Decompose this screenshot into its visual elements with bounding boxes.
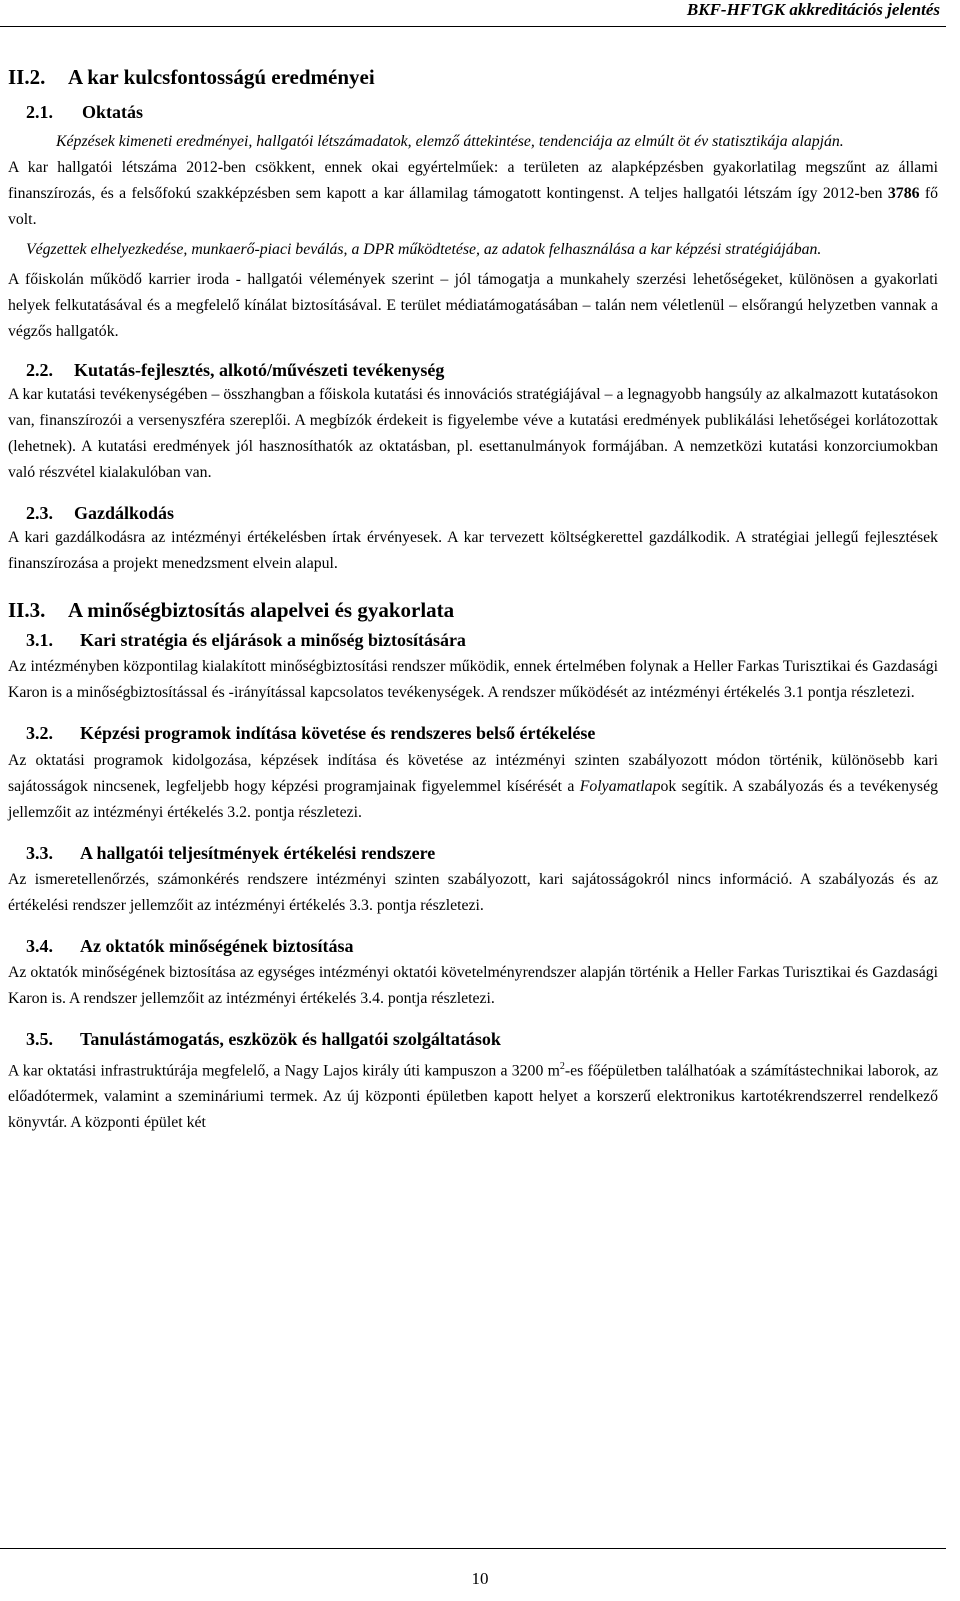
paragraph — [8, 1054, 938, 1136]
paragraph-text: Az oktatási programok kidolgozása, képzések indítása és követése az intézményi szinten szabályozott módon történik, különösebb kari sajátosságok nincsenek, legfeljebb hogy képzési programjainak figyelemmel kísérését a — [8, 751, 938, 795]
paragraph-text: -es főépületben találhatóak a számítástechnikai laborok, az előadótermek, valamint a szemináriumi termek. Az új központi épületben kapott helyet a korszerű elektronikus kartotékrendszerrel rendelkező könyvtár. A központi épület két — [8, 1061, 938, 1131]
subsection-heading-3-4 — [8, 935, 938, 958]
subsection-title: Kutatás-fejlesztés, alkotó/művészeti tevékenység — [74, 359, 445, 380]
paragraph — [8, 748, 938, 826]
paragraph-text: A kar oktatási infrastruktúrája megfelelő, a Nagy Lajos király úti kampuszon a 3200 m — [8, 1061, 560, 1079]
section-title: A minőségbiztosítás alapelvei és gyakorlata — [68, 598, 455, 623]
paragraph-text: ok segítik. A szabályozás és a tevékenység jellemzőit az intézményi értékelés 3.2. pontja részletezi. — [8, 777, 938, 821]
paragraph: Az intézményben központilag kialakított minőségbiztosítási rendszer működik, ennek értelmében folynak a Heller Farkas Turisztikai és Gazdasági Karon is a minőségbiztosítással és -irányítással kapcsolatos tevékenységek. A rendszer működését az intézményi értékelés 3.1 pontja részletezi. — [8, 658, 938, 702]
header-divider — [0, 26, 946, 27]
subsection-title: Oktatás — [82, 102, 144, 123]
subsection-heading-3-2 — [8, 722, 938, 745]
section-number: II.2. — [8, 65, 46, 89]
paragraph: Az ismeretellenőrzés, számonkérés rendszere intézményi szinten szabályozott, kari sajátosságokról nincs információ. A szabályozás és az értékelési rendszer jellemzőit az intézményi értékelés 3.3. pontja részletezi. — [8, 870, 938, 914]
paragraph: A kari gazdálkodásra az intézményi értékelésben írtak érvényesek. A kar tervezett költségkerettel gazdálkodik. A stratégiai jellegű fejlesztések finanszírozása a projekt menedzsment elvein alapul. — [8, 529, 938, 573]
page-number: 10 — [471, 1569, 489, 1588]
running-header: BKF-HFTGK akkreditációs jelentés — [686, 0, 940, 19]
superscript: 2 — [559, 1060, 565, 1072]
footer-divider — [0, 1548, 946, 1549]
paragraph: A kar kutatási tevékenységében – összhangban a főiskola kutatási és innovációs stratégiájával – a legnagyobb hangsúly az alkalmazott kutatásokon van, finanszírozói a versenyszféra szereplői. A megbízók érdekeit is figyelembe véve a kutatási eredmények publikálási lehetőségei korlátozottak (lehetnek). A kutatási eredmények jól hasznosíthatók az oktatásban, pl. esettanulmányok formájában. A nemzetközi kutatási konzorciumokban való részvétel kialakulóban van. — [8, 386, 938, 482]
subsection-title: Képzési programok indítása követése és rendszeres belső értékelése — [80, 723, 596, 744]
subsection-title: A hallgatói teljesítmények értékelési rendszere — [80, 842, 436, 863]
subsection-number: 2.1. — [26, 102, 53, 123]
page-content — [8, 64, 938, 1136]
section-heading-ii3 — [8, 597, 938, 624]
subsection-heading-3-1 — [8, 629, 938, 652]
subsection-number: 2.3. — [26, 503, 53, 524]
subsection-number: 3.3. — [26, 842, 53, 863]
subsection-title: Az oktatók minőségének biztosítása — [80, 935, 354, 956]
subsection-lead: Végzettek elhelyezkedése, munkaerő-piaci beválás, a DPR működtetése, az adatok felhasználása a kar képzési stratégiájában. — [26, 240, 822, 258]
paragraph — [8, 155, 938, 233]
subsection-heading-2-2 — [8, 359, 938, 382]
paragraph-italic: Folyamatlap — [579, 777, 661, 795]
section-title: A kar kulcsfontosságú eredményei — [68, 65, 375, 89]
subsection-heading-2-1 — [8, 101, 938, 124]
subsection-lead: Képzések kimeneti eredményei, hallgatói létszámadatok, elemző áttekintése, tendenciája az elmúlt öt év statisztikája alapján. — [56, 132, 844, 150]
subsection-heading-3-5 — [8, 1028, 938, 1051]
student-count: 3786 — [887, 184, 920, 202]
subsection-number: 2.2. — [26, 359, 53, 380]
subsection-number: 3.4. — [26, 935, 53, 956]
subsection-title: Tanulástámogatás, eszközök és hallgatói szolgáltatások — [80, 1029, 501, 1050]
paragraph-text: A kar hallgatói létszáma 2012-ben csökkent, ennek okai egyértelműek: a területen az alapképzésben gyakorlatilag megszűnt az állami finanszírozás, és a felsőfokú szakképzésben sem kapott a kar államilag támogatott kontingenst. A teljes hallgatói létszám így 2012-ben — [8, 158, 938, 202]
subsection-heading-3-3 — [8, 842, 938, 865]
paragraph: A főiskolán működő karrier iroda - hallgatói vélemények szerint – jól támogatja a munkahely szerzési lehetőségeket, különösen a gyakorlati helyek felkutatásával és a megfelelő kínálat biztosításával. E terület médiatámogatásában – talán nem véletlenül – elsőrangú helyzetben vannak a végzős hallgatók. — [8, 270, 938, 340]
subsection-title: Gazdálkodás — [74, 503, 175, 524]
paragraph: Az oktatók minőségének biztosítása az egységes intézményi oktatói követelményrendszer alapján történik a Heller Farkas Turisztikai és Gazdasági Karon is. A rendszer jellemzőit az intézményi értékelés 3.4. pontja részletezi. — [8, 964, 938, 1008]
subsection-number: 3.5. — [26, 1029, 53, 1050]
section-number: II.3. — [8, 598, 46, 623]
subsection-number: 3.1. — [26, 629, 53, 650]
section-heading-ii2 — [8, 64, 938, 91]
subsection-number: 3.2. — [26, 723, 53, 744]
subsection-heading-2-3 — [8, 502, 938, 525]
subsection-title: Kari stratégia és eljárások a minőség biztosítására — [80, 629, 466, 650]
paragraph-text: fő volt. — [8, 184, 939, 228]
